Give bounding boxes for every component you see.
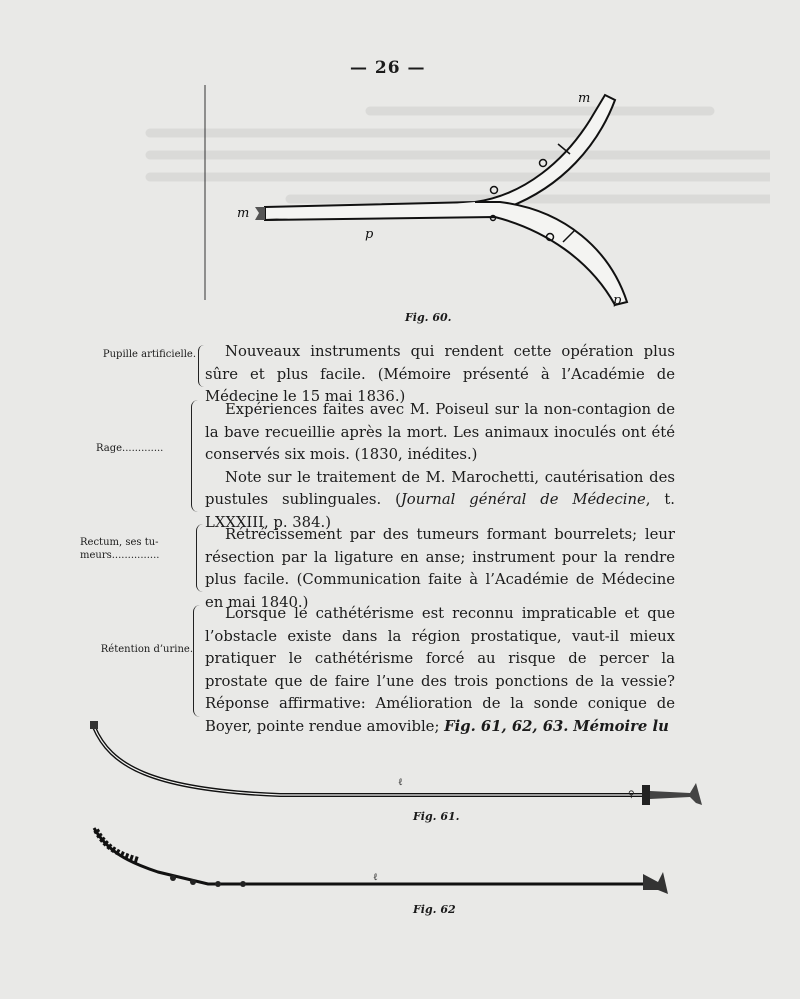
- fig60-label-p-mid: p: [365, 227, 374, 242]
- rage-journal-title: Journal général de Médecine: [400, 491, 646, 508]
- brace-rage: [191, 400, 198, 512]
- retention-memoire: Mémoire lu: [573, 717, 669, 735]
- fig60-label-m-top: m: [578, 91, 591, 106]
- entry-rage-paragraph-1: Expériences faites avec M. Poiseul sur la non-contagion de la bave recueillie après la mort. Les animaux inoculés ont été conservés six mois. (1830, inédites.): [205, 401, 675, 463]
- entry-pupille-paragraph: Nouveaux instruments qui rendent cette opération plus sûre et plus facile. (Mémoire présenté à l’Académie de Médecine le 15 mai 1836.): [205, 343, 675, 405]
- svg-text:ℓ: ℓ: [398, 777, 403, 788]
- brace-pupille: [198, 345, 204, 387]
- figure-61-caption: Fig. 61.: [413, 810, 460, 823]
- side-label-rectum-line-1: Rectum, ses tu-: [80, 537, 159, 548]
- figure-61-sound: [80, 715, 720, 810]
- rage-journal-ref: , t. LXXXIII, p. 384.): [205, 491, 675, 531]
- svg-text:ℓ: ℓ: [373, 872, 378, 883]
- page-number: — 26 —: [350, 58, 426, 78]
- figure-60-caption: Fig. 60.: [405, 311, 452, 324]
- brace-retention: [193, 605, 200, 717]
- side-label-rage: Rage.............: [96, 443, 164, 454]
- side-label-rectum: [80, 536, 192, 562]
- brace-rectum: [196, 524, 203, 592]
- fig60-label-m-left: m: [237, 206, 250, 221]
- side-label-rectum-line-2: meurs...............: [80, 550, 160, 561]
- retention-text: Lorsque le cathétérisme est reconnu impraticable et que l’obstacle existe dans la région prostatique, vaut-il mieux pratiquer le cathétérisme forcé au risque de percer la prostate que de faire l’une des trois ponctions de la vessie? Réponse affirmative: Amélioration de la sonde conique de Boyer, pointe rendue amovible;: [205, 605, 675, 735]
- entry-rectum-paragraph: Rétrécissement par des tumeurs formant bourrelets; leur résection par la ligature en anse; instrument pour la rendre plus facile. (Communication faite à l’Académie de Médecine en mai 1840.): [205, 526, 675, 611]
- rage-note-text: Note sur le traitement de M. Marochetti, cautérisation des pustules sublinguales. (: [205, 468, 675, 508]
- svg-text:⚲: ⚲: [628, 790, 635, 800]
- figure-62-caption: Fig. 62: [413, 903, 456, 916]
- retention-fig-ref: Fig. 61, 62, 63.: [444, 717, 569, 735]
- figure-60-forceps: [195, 80, 655, 320]
- side-label-retention: Rétention d’urine.: [100, 644, 193, 655]
- figure-62-sound: [88, 822, 678, 902]
- side-label-pupille: Pupille artificielle.: [102, 349, 196, 360]
- fig60-label-p-bottom: p: [613, 293, 622, 308]
- entry-rectum-text: [205, 524, 675, 614]
- entry-rage-text: [205, 399, 675, 534]
